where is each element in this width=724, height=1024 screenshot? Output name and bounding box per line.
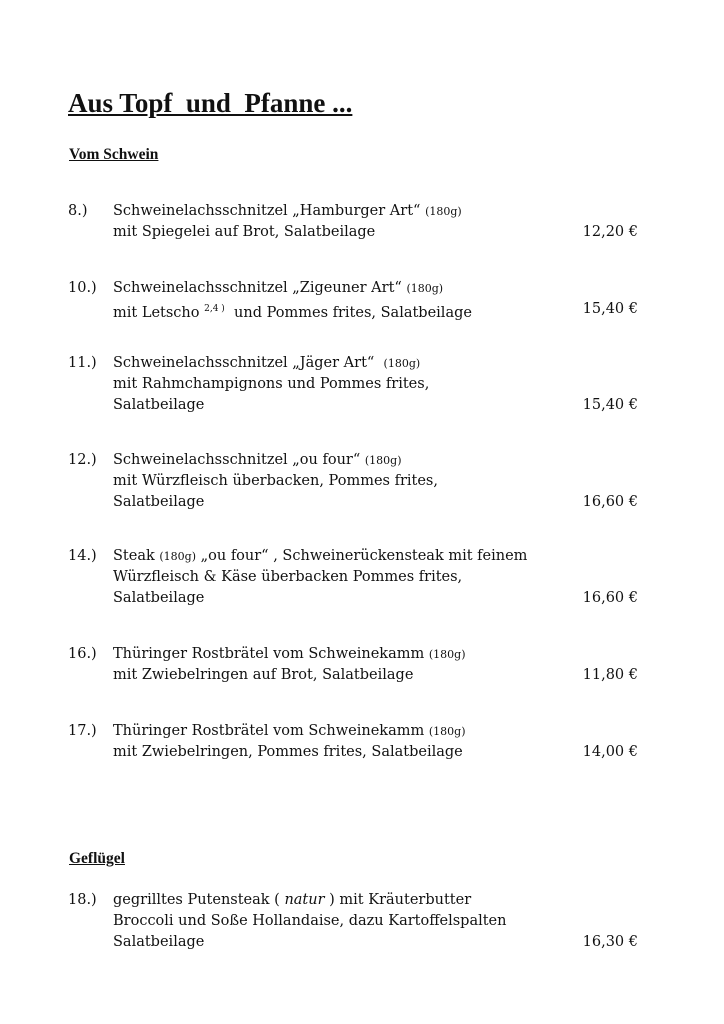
item-title-line: Schweinelachsschnitzel „Jäger Art“ (180g) xyxy=(113,355,421,371)
item-weight: (180g) xyxy=(364,454,402,467)
item-number: 18.) xyxy=(68,892,97,908)
item-description-line: Broccoli und Soße Hollandaise, dazu Kartoffelspalten xyxy=(113,913,507,929)
item-description-line: mit Rahmchampignons und Pommes frites, xyxy=(113,376,430,392)
item-price: 16,60 € xyxy=(582,590,638,606)
item-description-line: mit Würzfleisch überbacken, Pommes frites, xyxy=(113,473,438,489)
item-title-line: Thüringer Rostbrätel vom Schweinekamm (180g) xyxy=(113,646,466,662)
item-number: 11.) xyxy=(68,355,97,371)
item-title-line: Schweinelachsschnitzel „ou four“ (180g) xyxy=(113,452,402,468)
item-weight: (180g) xyxy=(425,205,462,218)
item-description-line: Salatbeilage xyxy=(113,494,205,510)
item-number: 16.) xyxy=(68,646,97,662)
item-title-line: Thüringer Rostbrätel vom Schweinekamm (180g) xyxy=(113,723,466,739)
section-heading-gefluegel: Geflügel xyxy=(69,850,125,867)
item-number: 12.) xyxy=(68,452,97,468)
page-title: Aus Topf und Pfanne ... xyxy=(68,88,353,118)
item-description-line: mit Spiegelei auf Brot, Salatbeilage xyxy=(113,224,376,240)
item-price: 16,60 € xyxy=(582,494,638,510)
item-title-line: Schweinelachsschnitzel „Zigeuner Art“ (180g) xyxy=(113,280,444,296)
item-description-line: Würzfleisch & Käse überbacken Pommes frites, xyxy=(113,569,463,585)
item-description-line: Salatbeilage xyxy=(113,934,205,950)
item-weight: (180g) xyxy=(406,282,444,295)
item-price: 11,80 € xyxy=(582,667,638,683)
item-price: 15,40 € xyxy=(582,301,638,317)
item-price: 15,40 € xyxy=(582,397,638,413)
item-number: 8.) xyxy=(68,203,88,219)
item-weight: (180g) xyxy=(428,725,466,738)
item-title-line: gegrilltes Putensteak ( natur ) mit Kräuterbutter xyxy=(113,892,472,908)
item-price: 14,00 € xyxy=(582,744,638,760)
item-description-line: mit Zwiebelringen, Pommes frites, Salatbeilage xyxy=(113,744,463,760)
item-description-line: Salatbeilage xyxy=(113,590,205,606)
item-number: 10.) xyxy=(68,280,97,296)
item-number: 14.) xyxy=(68,548,97,564)
item-description-line: mit Letscho $^{2,4 )}$ und Pommes frites, Salatbeilage xyxy=(113,304,472,321)
item-weight: (180g) xyxy=(428,648,466,661)
item-title-line: Steak (180g) „ou four“ , Schweinerückensteak mit feinem xyxy=(113,548,528,564)
item-weight: (180g) xyxy=(159,550,197,563)
item-description-line: Salatbeilage xyxy=(113,397,205,413)
section-heading-schwein: Vom Schwein xyxy=(69,146,159,163)
item-price: 16,30 € xyxy=(582,934,638,950)
item-number: 17.) xyxy=(68,723,97,739)
item-title-line: Schweinelachsschnitzel „Hamburger Art“ (180g) xyxy=(113,203,462,219)
item-price: 12,20 € xyxy=(582,224,638,240)
item-description-line: mit Zwiebelringen auf Brot, Salatbeilage xyxy=(113,667,414,683)
item-weight: (180g) xyxy=(383,357,421,370)
allergen-note: 2,4 ) xyxy=(204,304,225,314)
